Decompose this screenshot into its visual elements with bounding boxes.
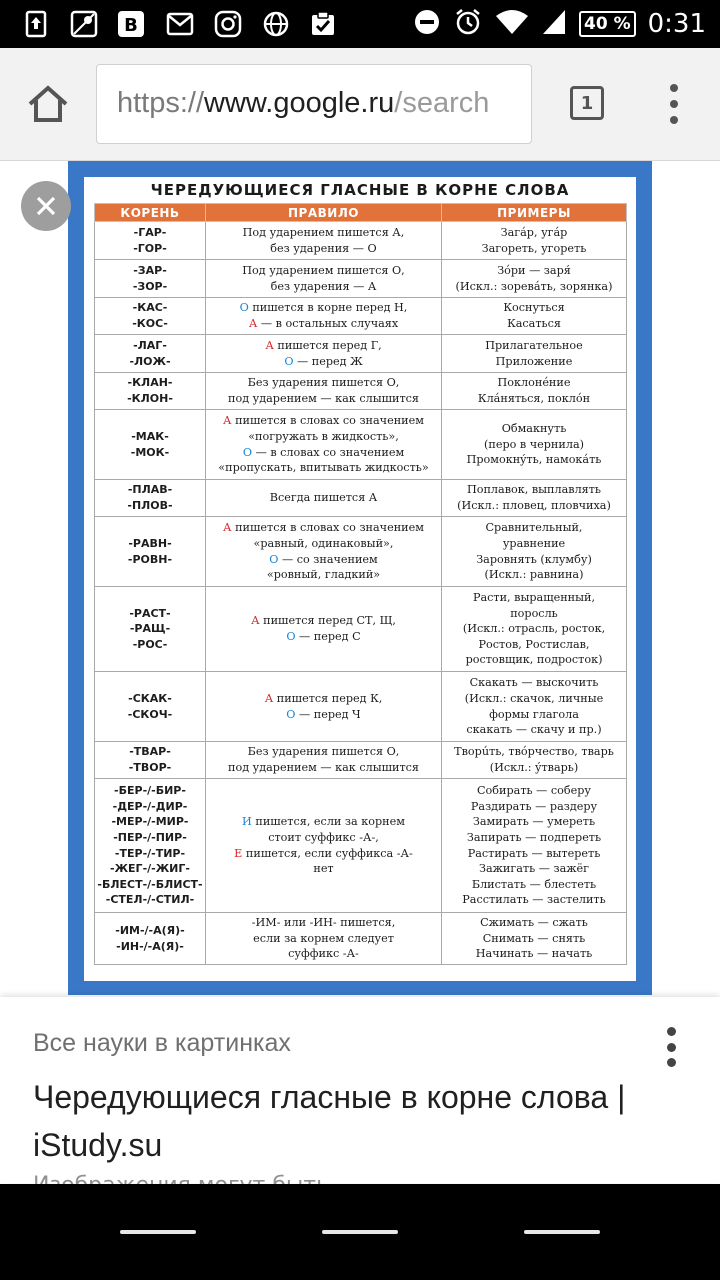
close-icon [34,194,58,218]
cell-line: -ТВОР- [128,761,172,774]
cell-line: -РОС- [132,637,168,651]
cell-line: -КАС- [132,301,168,315]
dnd-icon [413,8,441,40]
vowel-marker: О [284,354,294,368]
cell-line: -БЕР-/-БИР- [114,784,186,798]
cell-line: Промокнýть, намокáть [466,453,602,467]
cell-line: Замирать — умереть [472,815,596,829]
cell-line: -ЛАГ- [133,338,167,352]
rule-cell [206,517,442,587]
url-bar[interactable] [96,64,532,144]
cell-line: ростовщик, подросток) [465,653,603,667]
browser-toolbar [0,48,720,161]
cell-line: Ростов, Ростислав, [478,637,590,651]
upload-icon [22,10,50,38]
cell-line: (Искл.: зоревáть, зорянка) [455,279,613,293]
result-subtitle [33,1173,329,1183]
cell-line: А пишется перед Г, [265,338,382,352]
cell-line: -ПЕР-/-ПИР- [113,830,187,844]
root-cell [95,742,206,779]
cell-line: О пишется в корне перед Н, [239,301,408,315]
examples-cell [442,742,627,779]
cell-line: -ИМ- или -ИН- пишется, [251,916,396,930]
cell-line: Скакать — выскочить [469,676,599,690]
cell-line: Снимать — снять [482,931,586,945]
home-icon [26,84,70,124]
cell-line: -ЗОР- [132,279,168,293]
cell-line: -РАСТ- [129,606,171,620]
cell-line: (Искл.: пловец, пловчиха) [457,499,611,512]
maps-icon [70,10,98,38]
svg-text:В: В [124,15,138,36]
cell-line: формы глагола [489,707,579,721]
rule-cell [206,742,442,779]
url-text: https://www.google.ru/search [117,87,490,119]
cell-line: -МОК- [130,445,170,459]
rule-cell [206,410,442,480]
cell-line: О — перед Ч [286,707,361,721]
cell-line: -ПЛАВ- [127,483,173,497]
image-viewer [0,161,720,997]
cell-line: Поплавок, выплавлять [466,483,602,497]
status-right [413,0,706,48]
rule-cell [206,335,442,373]
table-row [95,222,627,260]
table-row [95,742,627,779]
cell-line: Коснуться [503,301,565,315]
table-row [95,410,627,480]
cell-line: -КЛАН- [127,376,173,390]
root-cell [95,779,206,913]
header-rule: ПРАВИЛО [206,204,442,222]
examples-cell [442,335,627,373]
gmail-icon [166,10,194,38]
header-root: КОРЕНЬ [95,204,206,222]
cell-line: без ударения — О [270,241,377,255]
globe-icon [262,10,290,38]
cell-line: -ГАР- [133,225,167,239]
cell-line: Расстилать — застелить [462,893,606,907]
cell-line: Зóри — заря́ [497,263,571,277]
cell-line: Касаться [507,317,561,330]
cell-line: -ЖЕГ-/-ЖИГ- [110,862,190,876]
cell-line: под ударением — как слышится [228,761,419,774]
root-cell [95,373,206,410]
cell-line: суффикс -А- [288,947,359,961]
cell-line: (Искл.: равнина) [484,568,584,582]
cell-line: если за корнем следует [253,931,394,945]
cell-line: Запирать — подпереть [466,830,602,844]
cell-line: Растирать — вытереть [467,846,601,860]
cell-line: -БЛЕСТ-/-БЛИСТ- [97,877,203,891]
rule-cell [206,913,442,965]
cell-line: -ГОР- [133,241,167,255]
table-row [95,779,627,913]
cell-line: Собирать — соберу [477,784,591,798]
cell-line: -СКОЧ- [127,707,173,721]
vowel-marker: А [248,317,258,330]
cell-line: Поклонéние [497,376,571,390]
cell-line: стоит суффикс -А-, [268,830,379,844]
cell-line: А пишется перед К, [264,691,383,705]
browser-menu-button[interactable] [660,84,688,124]
cell-line: И пишется, если за корнем [242,815,405,829]
cell-line: А пишется в словах со значением [223,414,424,428]
cell-line: -ИН-/-А(Я)- [116,939,184,953]
rule-cell [206,587,442,672]
header-examples: ПРИМЕРЫ [442,204,627,222]
examples-cell [442,373,627,410]
nav-back-button[interactable] [120,1230,196,1234]
table-row [95,480,627,517]
rule-cell [206,260,442,298]
root-cell [95,587,206,672]
rule-cell [206,298,442,335]
cell-line: А — в остальных случаях [248,317,399,330]
table-row [95,672,627,742]
poster-title: ЧЕРЕДУЮЩИЕСЯ ГЛАСНЫЕ В КОРНЕ СЛОВА [150,181,570,199]
cell-line: А пишется в словах со значением [223,521,424,535]
rules-table [94,203,627,965]
tab-switcher-button[interactable]: 1 [570,86,604,120]
cell-line: Без ударения пишется О, [247,745,400,759]
cell-line: Заровнять (клумбу) [476,552,592,566]
cell-line: О — со значением [269,552,378,566]
close-button[interactable] [21,181,71,231]
tasks-icon [309,10,337,38]
cell-line: «пропускать, впитывать жидкость» [218,461,429,475]
vowel-marker: О [239,301,249,315]
examples-cell [442,410,627,480]
root-cell [95,260,206,298]
cell-line: Всегда пишется А [269,491,378,505]
cell-line: Прилагательное [485,338,583,352]
root-cell [95,517,206,587]
cell-line: (Искл.: ýтварь) [489,761,579,774]
root-cell [95,672,206,742]
cell-line: Под ударением пишется О, [242,263,405,277]
examples-cell [442,480,627,517]
vowel-marker: О [242,445,253,459]
cell-line: Е пишется, если суффикса -А- [234,846,413,860]
cell-line: -СКАК- [128,691,172,705]
cell-line: -ТЕР-/-ТИР- [114,846,186,860]
cell-line: (перо в чернила) [484,437,584,451]
cell-line: -РАЩ- [129,622,171,636]
cell-line: (Искл.: скачок, личные [464,691,604,705]
table-row [95,587,627,672]
cell-line: -РОВН- [127,552,173,566]
root-cell [95,222,206,260]
examples-cell [442,587,627,672]
vowel-marker: А [223,414,232,428]
nav-home-button[interactable] [322,1230,398,1234]
cell-line: Сравнительный, [485,521,583,535]
instagram-icon [214,10,242,38]
table-row [95,517,627,587]
cell-line: Клáняться, поклóн [477,392,591,405]
cell-line: скакать — скачу и пр.) [466,723,602,737]
cell-line: под ударением — как слышится [228,392,419,405]
cell-line: -ИМ-/-А(Я)- [115,923,185,937]
table-row [95,260,627,298]
cell-line: Сжимать — сжать [480,916,588,930]
cell-line: А пишется перед СТ, Щ, [251,614,396,628]
wifi-icon [495,8,529,40]
result-caption[interactable] [0,997,720,1183]
cell-line: -ДЕР-/-ДИР- [112,799,188,813]
cell-line: Творúть, твóрчество, тварь [454,745,614,759]
vk-icon [117,10,145,38]
cell-line: без ударения — А [270,279,377,293]
vowel-marker: А [265,338,274,352]
cell-line: Раздирать — раздеру [470,799,598,813]
cell-line: -МЕР-/-МИР- [111,815,189,829]
examples-cell [442,222,627,260]
nav-recents-button[interactable] [524,1230,600,1234]
vowel-marker: О [269,552,279,566]
cell-line: Зажигать — зажёг [478,862,590,876]
examples-cell [442,298,627,335]
clock: 0:31 [647,9,706,39]
vowel-marker: Е [234,846,243,860]
cell-line: Расти, выращенный, [472,591,596,605]
root-cell [95,335,206,373]
cell-line: Блистать — блестеть [471,877,597,891]
rule-cell [206,672,442,742]
cell-line: -ЛОЖ- [129,354,171,368]
table-row [95,298,627,335]
cell-line: Без ударения пишется О, [247,376,400,390]
result-title[interactable]: Чередующиеся гласные в корне слова | iStudy.su [33,1079,626,1163]
alarm-icon [453,7,483,41]
rule-cell [206,779,442,913]
cell-line: нет [313,862,334,876]
cell-line: -МАК- [131,429,169,443]
vowel-marker: И [242,815,252,829]
table-row [95,335,627,373]
rule-cell [206,222,442,260]
cell-line: О — в словах со значением [242,445,405,459]
cell-line: -ПЛОВ- [127,499,173,512]
examples-cell [442,517,627,587]
vowel-marker: О [286,630,296,643]
cell-line: Обмакнуть [501,422,567,436]
cell-line: Начинать — начать [475,947,593,961]
vowel-marker: А [251,614,260,628]
battery-icon: 40 % [579,11,636,37]
cell-line: поросль [510,606,558,620]
cell-line: О — перед Ж [284,354,363,368]
navigation-bar [0,1184,720,1280]
table-row [95,373,627,410]
cell-line: (Искл.: отрасль, росток, [462,622,606,636]
root-cell [95,298,206,335]
cell-line: О — перед С [286,630,361,643]
cell-line: -РАВН- [128,536,172,550]
cell-line: «равный, одинаковый», [253,536,394,550]
root-cell [95,913,206,965]
cell-line: -КОС- [132,317,168,330]
cell-line: -ЗАР- [133,263,167,277]
cell-line: -ТВАР- [129,745,171,759]
status-bar [0,0,720,48]
cell-line: Приложение [495,354,573,368]
cell-line: -КЛОН- [127,392,173,405]
cell-line: Загáр, угáр [500,225,568,239]
cell-line: Загореть, угореть [481,241,587,255]
cell-line: уравнение [502,536,566,550]
table-header-row [95,204,627,222]
vowel-marker: А [223,521,232,535]
vowel-marker: А [264,691,274,705]
home-button[interactable] [26,84,70,124]
examples-cell [442,913,627,965]
cell-line: «ровный, гладкий» [266,568,381,582]
cell-line: -СТЕЛ-/-СТИЛ- [105,893,195,907]
examples-cell [442,672,627,742]
cell-line: «погружать в жидкость», [248,429,399,443]
result-menu-button[interactable] [664,1027,678,1067]
preview-image[interactable] [68,161,652,995]
signal-icon [541,8,567,40]
examples-cell [442,260,627,298]
cell-line: Под ударением пишется А, [242,225,405,239]
rule-cell [206,480,442,517]
root-cell [95,410,206,480]
vowel-marker: О [286,707,296,721]
rule-cell [206,373,442,410]
source-site[interactable]: Все науки в картинках [33,1029,291,1057]
rules-poster [84,177,636,981]
root-cell [95,480,206,517]
examples-cell [442,779,627,913]
table-row [95,913,627,965]
